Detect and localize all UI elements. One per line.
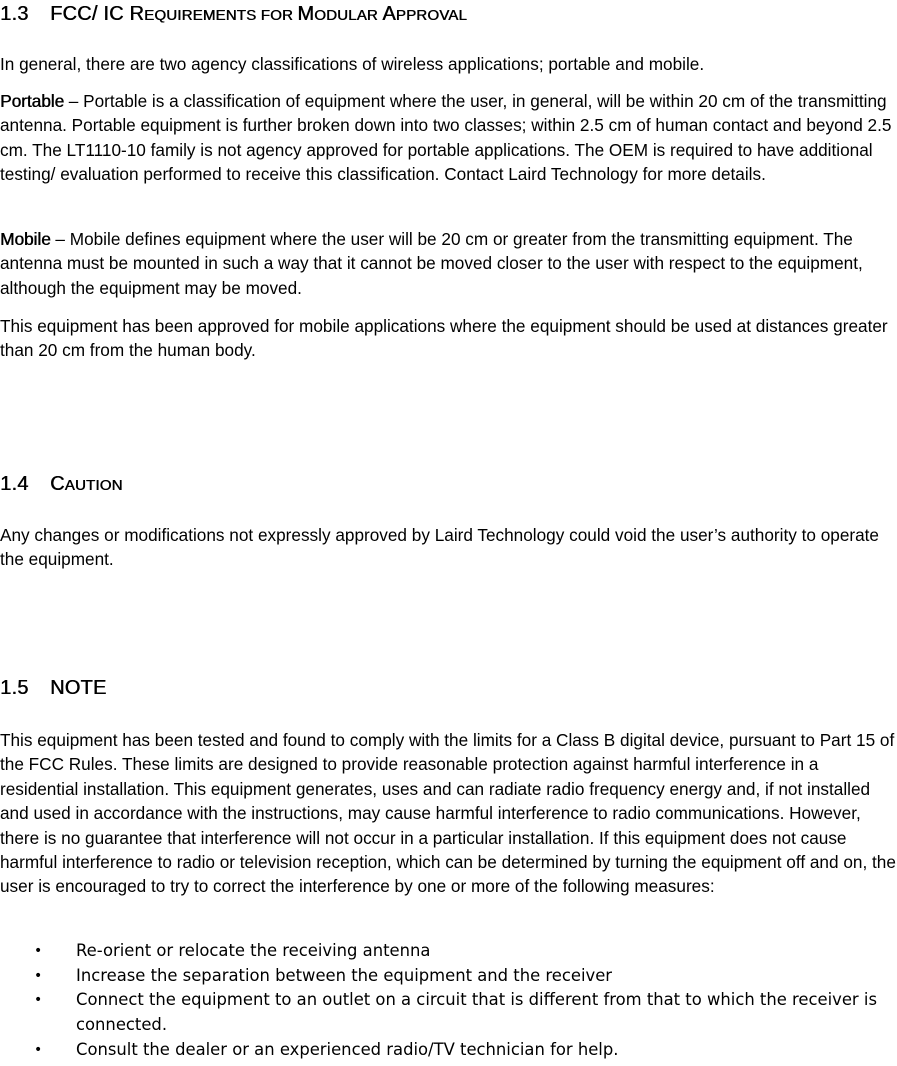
portable-text: – Portable is a classification of equipment where the user, in general, will be within 20 cm of the transmitting antenna. Portable equipment is further broken down into two classes; within 2.5 cm of human contact and beyond 2.5 cm. The LT1110-10 family is not agency approved for portable applications. The OEM is required to have additional testing/ evaluation performed to receive this classification. Contact Laird Technology for more details. bbox=[0, 91, 892, 185]
portable-term: Portable bbox=[0, 91, 65, 111]
section-heading-1-4 bbox=[0, 472, 123, 498]
intro-paragraph: In general, there are two agency classifications of wireless applications; portable and mobile. bbox=[0, 54, 705, 74]
section-title: CAUTION bbox=[50, 473, 123, 495]
portable-paragraph bbox=[0, 89, 897, 187]
list-item bbox=[0, 964, 897, 989]
list-item-text: Re-orient or relocate the receiving antenna bbox=[76, 941, 431, 960]
mobile-paragraph bbox=[0, 227, 897, 300]
approval-paragraph: This equipment has been approved for mobile applications where the equipment should be used at distances greater than 20 cm from the human body. bbox=[0, 316, 888, 361]
section-number: 1.4 bbox=[0, 473, 29, 495]
mobile-term: Mobile bbox=[0, 229, 51, 249]
measures-list bbox=[0, 939, 897, 1063]
bullet-icon: • bbox=[34, 943, 43, 959]
section-title: NOTE bbox=[50, 677, 107, 699]
bullet-icon: • bbox=[34, 992, 43, 1009]
mobile-text: – Mobile defines equipment where the user will be 20 cm or greater from the transmitting equipment. The antenna must be mounted in such a way that it cannot be moved closer to the user with respect to the equipment, although the equipment may be moved. bbox=[0, 229, 863, 298]
note-paragraph: This equipment has been tested and found to comply with the limits for a Class B digital device, pursuant to Part 15 of the FCC Rules. These limits are designed to provide reasonable protection against harmful interference in a residential installation. This equipment generates, uses and can radiate radio frequency energy and, if not installed and used in accordance with the instructions, may cause harmful interference to radio communications. However, there is no guarantee that interference will not occur in a particular installation. If this equipment does not cause harmful interference to radio or television reception, which can be determined by turning the equipment off and on, the user is encouraged to try to correct the interference by one or more of the following measures: bbox=[0, 730, 896, 897]
section-heading-1-5 bbox=[0, 676, 106, 700]
section-heading-1-3 bbox=[0, 2, 467, 28]
section-number: 1.3 bbox=[0, 3, 29, 25]
list-item-text: Consult the dealer or an experienced radio/TV technician for help. bbox=[76, 1039, 619, 1059]
bullet-icon: • bbox=[34, 967, 43, 984]
caution-paragraph: Any changes or modifications not expressly approved by Laird Technology could void the user’s authority to operate the equipment. bbox=[0, 525, 879, 570]
list-item bbox=[0, 1038, 897, 1063]
bullet-icon: • bbox=[34, 1041, 43, 1058]
list-item bbox=[0, 988, 897, 1037]
list-item-text: Increase the separation between the equipment and the receiver bbox=[76, 965, 613, 985]
list-item bbox=[0, 939, 897, 964]
section-number: 1.5 bbox=[0, 677, 29, 699]
section-title: FCC/ IC REQUIREMENTS FOR MODULAR APPROVAL bbox=[50, 3, 467, 25]
list-item-text: Connect the equipment to an outlet on a circuit that is different from that to which the receiver is connected. bbox=[76, 990, 877, 1035]
